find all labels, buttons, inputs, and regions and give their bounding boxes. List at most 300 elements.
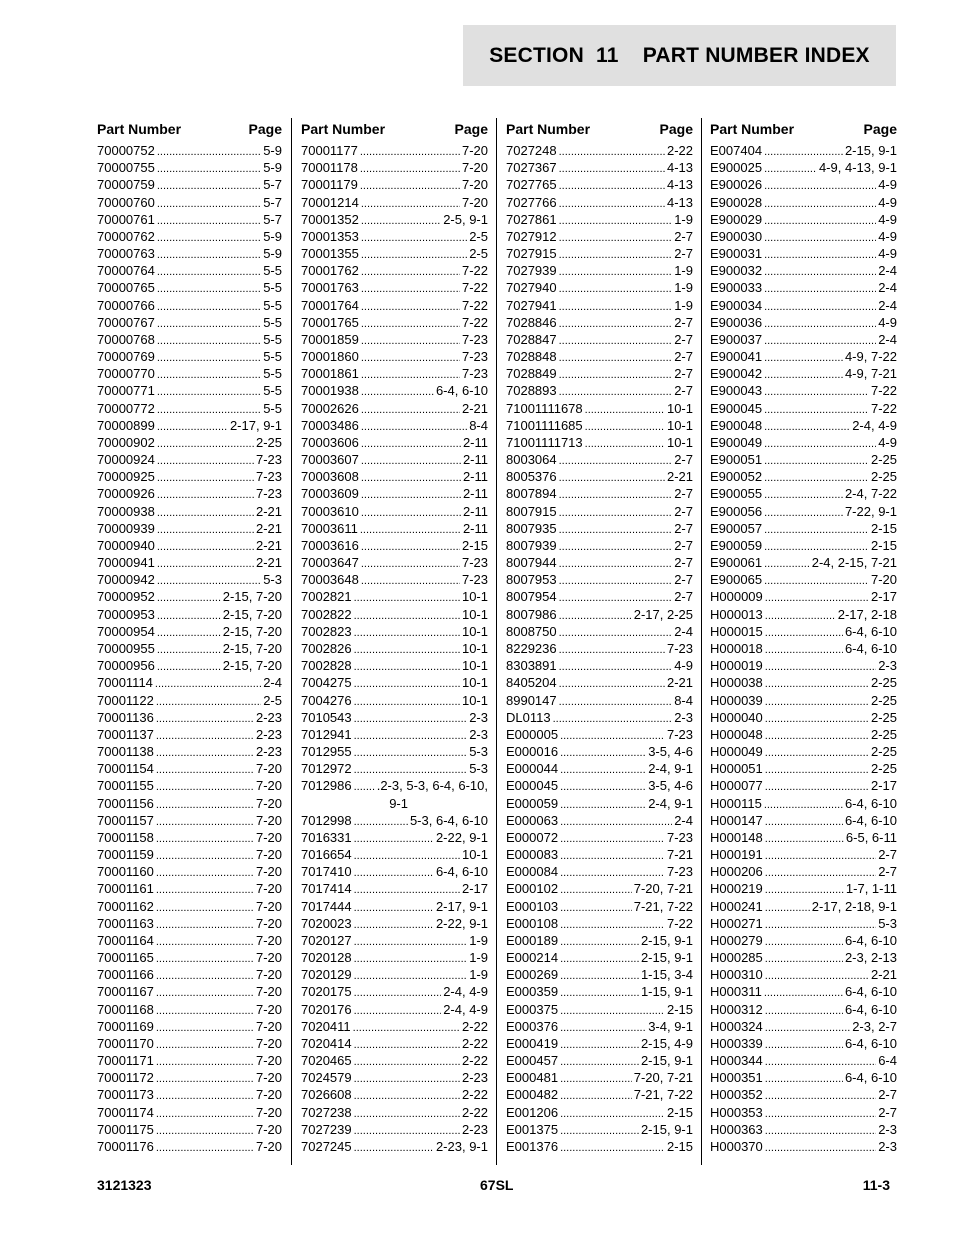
dot-leader [361,264,460,281]
dot-leader [156,728,254,745]
dot-leader [559,281,673,298]
index-entry [301,279,488,296]
page-reference: 2-7 [674,589,693,605]
page-reference: 6-4, 6-10 [844,1001,897,1017]
page-reference: 1-9 [674,297,693,313]
page-reference: 2-4 [878,280,897,296]
part-number: 70000762 [97,228,155,244]
index-entry [710,434,897,451]
index-entry [97,348,282,365]
dot-leader [765,728,869,745]
dot-leader [361,333,460,350]
page-reference: 5-3 [878,915,897,931]
page-reference: 5-5 [263,383,282,399]
index-entry [97,1104,282,1121]
index-column-3 [506,118,702,1165]
page-reference: 2-23 [255,726,282,742]
page-reference: 7-20 [255,778,282,794]
dot-leader [559,659,673,676]
page-reference: 4-9 [878,194,897,210]
part-number: E900026 [710,177,763,193]
dot-leader [156,1123,254,1140]
dot-leader [156,1106,254,1123]
index-entry [301,262,488,279]
dot-leader [361,539,460,556]
index-entry [506,1001,693,1018]
dot-leader [559,161,665,178]
index-entry [301,211,488,228]
dot-leader [156,711,254,728]
dot-leader [361,402,460,419]
index-entry [301,400,488,417]
index-entry [301,1086,488,1103]
index-entry [97,863,282,880]
index-entry [97,949,282,966]
page-reference: 4-9 [878,177,897,193]
page-reference: 10-1 [666,400,693,416]
page-reference: 7-22 [461,263,488,279]
dot-leader [157,333,261,350]
page-reference: 2-7 [878,1087,897,1103]
index-entry [301,726,488,743]
index-entry [506,1069,693,1086]
index-entry [506,949,693,966]
index-entry [506,812,693,829]
index-entry [301,1001,488,1018]
page-reference: 2-7 [674,452,693,468]
part-number: 70000771 [97,383,155,399]
dot-leader [157,539,254,556]
page-reference: 4-13 [666,177,693,193]
part-number: H000148 [710,829,763,845]
part-number: E900043 [710,383,763,399]
index-entry [506,1018,693,1035]
page-reference: 5-5 [263,349,282,365]
page-reference: 6-4, 6-10 [844,812,897,828]
page-reference: 1-7, 1-11 [845,881,897,897]
dot-leader [354,659,460,676]
part-number: E000016 [506,744,559,760]
page-reference: 2-21 [461,400,488,416]
dot-leader [156,797,254,814]
index-entry [301,588,488,605]
dot-leader [560,814,672,831]
part-number: 7027915 [506,246,557,262]
page-reference: 2-7 [674,503,693,519]
part-number: 70003607 [301,452,359,468]
dot-leader [354,728,468,745]
dot-leader [765,951,843,968]
dot-leader [764,487,843,504]
index-entry [301,692,488,709]
part-number: 70001159 [97,847,154,863]
dot-leader [765,608,836,625]
page-reference: 7-20 [255,847,282,863]
part-number: H000018 [710,640,763,656]
page-reference: 6-4, 6-10 [844,623,897,639]
dot-leader [354,625,460,642]
dot-leader [764,573,869,590]
dot-leader [559,367,673,384]
page-reference: 2-3, 2-13 [844,950,897,966]
page-reference: 2-23 [461,1121,488,1137]
part-number: 70000954 [97,623,155,639]
page-reference: 2-17 [870,778,897,794]
part-number: 70001165 [97,950,154,966]
part-number: H000312 [710,1001,763,1017]
page-reference: 2-25 [870,692,897,708]
page-reference: 7-23 [666,726,693,742]
page-reference: 6-4, 6-10 [844,640,897,656]
part-number: E000063 [506,812,559,828]
index-entry [506,1121,693,1138]
part-number: E000419 [506,1035,559,1051]
dot-leader [157,505,254,522]
part-number: 7020023 [301,915,352,931]
part-number: 70003610 [301,503,359,519]
part-number: 7028847 [506,331,557,347]
part-number: 7027239 [301,1121,352,1137]
page-reference: 2-15, 7-20 [222,623,282,639]
part-number: E000045 [506,778,559,794]
index-entry [301,297,488,314]
dot-leader [764,522,869,539]
index-entry [506,915,693,932]
index-entry [710,588,897,605]
index-entry [97,915,282,932]
part-number: 70001170 [97,1035,154,1051]
dot-leader [157,350,261,367]
index-entry [97,966,282,983]
dot-leader [354,917,434,934]
page-reference: 5-5 [263,280,282,296]
dot-leader [559,676,665,693]
dot-leader [559,316,673,333]
dot-leader [559,642,665,659]
page-reference: 7-20 [255,1138,282,1154]
part-number: E000005 [506,726,559,742]
part-number: 8007894 [506,486,557,502]
part-number: 70003648 [301,572,359,588]
index-entry [97,297,282,314]
part-number: H000241 [710,898,763,914]
part-number: 7027912 [506,228,557,244]
page-reference: 2-5, 9-1 [443,211,488,227]
part-number: 70001171 [97,1053,154,1069]
page-reference: 10-1 [461,847,488,863]
page-header: Page [863,121,897,137]
part-number: 70001174 [97,1104,154,1120]
dot-leader [354,1003,442,1020]
index-entry [97,434,282,451]
part-number: 70001162 [97,898,154,914]
dot-leader [585,419,665,436]
page-reference: 2-25 [870,726,897,742]
dot-leader [764,213,876,230]
part-number: H000352 [710,1087,763,1103]
part-number: 70000767 [97,314,155,330]
index-entry [506,262,693,279]
part-number: 70000766 [97,297,155,313]
part-number-header: Part Number [710,121,795,137]
page-reference: 7-23 [255,469,282,485]
index-entry [97,211,282,228]
index-entry [301,777,488,794]
dot-leader [361,556,460,573]
index-entry [710,1069,897,1086]
dot-leader [764,453,869,470]
index-entry [301,331,488,348]
dot-leader [157,196,261,213]
part-number: 70001764 [301,297,359,313]
dot-leader [354,814,408,831]
part-number: 71001111713 [506,434,583,450]
part-number: 70003606 [301,434,359,450]
index-entry [506,932,693,949]
index-entry [506,297,693,314]
dot-leader [157,144,261,161]
page-reference: 4-9 [878,211,897,227]
dot-leader [156,985,254,1002]
dot-leader [585,436,665,453]
page-reference: 5-3 [469,761,488,777]
part-number: H000009 [710,589,763,605]
page-reference: 2-7 [674,555,693,571]
dot-leader [764,247,876,264]
dot-leader [764,505,843,522]
dot-leader [354,1071,460,1088]
index-entry [506,623,693,640]
index-entry [710,194,897,211]
part-number: E900049 [710,434,763,450]
page-reference: 7-23 [461,331,488,347]
page-reference: 2-4 [674,812,693,828]
page-reference: 2-21 [255,555,282,571]
part-number: 70001154 [97,761,154,777]
index-entry [506,468,693,485]
dot-leader [157,556,254,573]
index-entry [301,932,488,949]
index-entry [506,451,693,468]
dot-leader [361,453,461,470]
part-number: 70001175 [97,1121,154,1137]
dot-leader [361,487,461,504]
dot-leader [360,161,460,178]
dot-leader [354,676,460,693]
part-number: E000108 [506,915,559,931]
page-reference: 2-7 [674,383,693,399]
index-entry [97,520,282,537]
part-number: 7027248 [506,143,557,158]
page-reference: 2-7 [878,847,897,863]
part-number: E900061 [710,555,763,571]
page-reference: 7-20, 7-21 [633,1070,693,1086]
page-reference: 7-20 [255,881,282,897]
part-number: H000271 [710,915,763,931]
index-entry [506,279,693,296]
page-reference: 7-20 [255,984,282,1000]
part-number: H000206 [710,864,763,880]
index-entry [710,623,897,640]
page-reference: 2-21 [255,520,282,536]
part-number: 70001164 [97,932,154,948]
page-reference: 5-7 [263,211,282,227]
index-entry [710,863,897,880]
index-entry [710,1001,897,1018]
index-entry [506,829,693,846]
page-reference: 7-20 [255,1001,282,1017]
part-number: 7027861 [506,211,557,227]
page-reference: 7-20 [255,967,282,983]
dot-leader [764,264,876,281]
page-reference: 2-15, 9-1 [640,950,693,966]
dot-leader [156,694,261,711]
index-entry [301,915,488,932]
index-entry [97,142,282,159]
index-entry [301,142,488,159]
part-number: 7002821 [301,589,352,605]
page-reference: 5-7 [263,177,282,193]
part-number: E900055 [710,486,763,502]
part-number: 7002828 [301,658,352,674]
index-entry [710,1104,897,1121]
dot-leader [361,299,460,316]
index-entry [506,709,693,726]
part-number: 70001214 [301,194,359,210]
index-entry [97,1052,282,1069]
index-entry [710,726,897,743]
part-number: E000083 [506,847,559,863]
dot-leader [765,1123,876,1140]
page-reference: 7-20 [255,1053,282,1069]
index-entry [506,314,693,331]
dot-leader [560,1123,639,1140]
part-number: 70000902 [97,434,155,450]
dot-leader [765,711,869,728]
index-entry [710,142,897,159]
dot-leader [157,384,261,401]
index-entry [710,331,897,348]
dot-leader [764,299,876,316]
part-number: H000370 [710,1138,763,1154]
dot-leader [354,779,375,796]
index-entry [506,1035,693,1052]
dot-leader [765,934,843,951]
part-number: 7020127 [301,932,352,948]
index-entry [506,159,693,176]
index-entry [506,760,693,777]
part-number: E900030 [710,228,763,244]
dot-leader [560,985,639,1002]
part-number: 8003064 [506,452,557,468]
dot-leader [354,900,434,917]
dot-leader [559,573,673,590]
page-reference: 2-15, 4-9 [640,1035,693,1051]
part-number: 7020176 [301,1001,352,1017]
page-reference: 5-5 [263,400,282,416]
part-number: E000482 [506,1087,559,1103]
part-number: 70001158 [97,829,154,845]
page-reference: 2-4, 4-9 [852,417,897,433]
index-entry [97,503,282,520]
dot-leader [764,230,876,247]
part-number: E900052 [710,469,763,485]
index-entry [710,228,897,245]
page-reference: 2-22 [666,143,693,158]
page-reference: 7-23 [461,349,488,365]
footer-page-number: 11-3 [862,1177,890,1193]
index-entry [97,537,282,554]
part-number: 70003609 [301,486,359,502]
dot-leader [157,316,261,333]
page-reference: 1-9 [674,263,693,279]
part-number: 70001169 [97,1018,154,1034]
part-number: H000019 [710,658,763,674]
dot-leader [157,299,261,316]
index-entry [710,485,897,502]
part-number: E000359 [506,984,559,1000]
page-reference: 5-9 [263,228,282,244]
part-number: 70001138 [97,744,154,760]
dot-leader [354,1088,460,1105]
dot-leader [354,745,468,762]
dot-leader [560,1071,632,1088]
page-reference: 2-11 [462,503,488,519]
index-entry [506,571,693,588]
index-entry [710,674,897,691]
index-entry [710,692,897,709]
part-number: 70001938 [301,383,359,399]
page-reference: 7-22 [461,314,488,330]
part-number: 70000942 [97,572,155,588]
index-entry [301,451,488,468]
page-reference: 2-21 [870,967,897,983]
page-reference: 2-7 [674,349,693,365]
part-number: 7020414 [301,1035,352,1051]
part-number: E000189 [506,932,559,948]
page-reference: 5-9 [263,246,282,262]
page-reference: 7-23 [666,864,693,880]
dot-leader [764,281,876,298]
dot-leader [354,1106,460,1123]
part-number: 70001763 [301,280,359,296]
index-entry [506,606,693,623]
page-reference: 7-20 [255,1035,282,1051]
part-number: H000077 [710,778,763,794]
dot-leader [765,814,843,831]
page-reference: 2-15, 9-1 [640,932,693,948]
page-reference: 6-4 [878,1053,897,1069]
part-number: H000051 [710,761,763,777]
part-number: 7012955 [301,744,352,760]
dot-leader [553,711,673,728]
part-number: 70000926 [97,486,155,502]
dot-leader [560,745,646,762]
page-reference: 7-22, 9-1 [844,503,897,519]
index-entry [97,795,282,812]
part-number: 7024579 [301,1070,352,1086]
index-entry [710,915,897,932]
dot-leader [156,1003,254,1020]
page-reference: 7-20 [255,950,282,966]
index-entry [710,898,897,915]
index-entry [301,709,488,726]
index-entry [301,949,488,966]
part-number: 70000925 [97,469,155,485]
page-reference: 2-22, 9-1 [435,829,488,845]
part-number: 70001178 [301,160,358,176]
page-reference: 7-20 [461,160,488,176]
